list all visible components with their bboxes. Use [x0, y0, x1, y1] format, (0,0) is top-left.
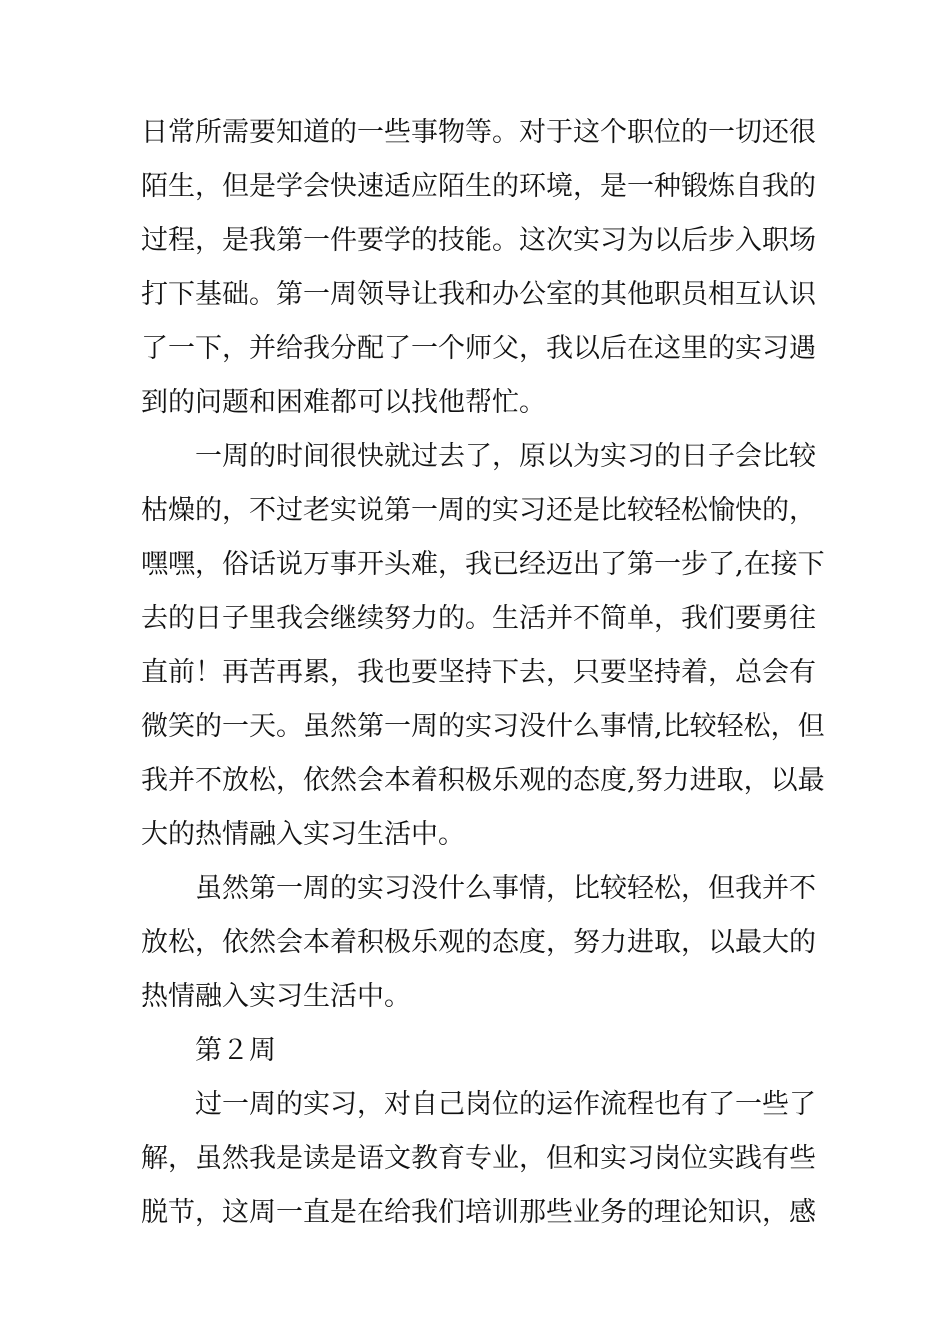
paragraph-start-line: 虽然第一周的实习没什么事情，比较轻松，但我并不: [195, 873, 816, 904]
text-line: 热情融入实习生活中。: [141, 981, 411, 1012]
text-line: 枯燥的，不过老实说第一周的实习还是比较轻松愉快的，: [141, 495, 816, 526]
text-line: 打下基础。第一周领导让我和办公室的其他职员相互认识: [141, 279, 816, 310]
text-line: 了一下，并给我分配了一个师父，我以后在这里的实习遇: [141, 333, 816, 364]
text-line: 大的热情融入实习生活中。: [141, 819, 465, 850]
paragraph-start-line: 过一周的实习，对自己岗位的运作流程也有了一些了: [195, 1089, 816, 1120]
text-line: 微笑的一天。虽然第一周的实习没什么事情,比较轻松，但: [141, 711, 825, 742]
text-line: 直前！再苦再累，我也要坚持下去，只要坚持着，总会有: [141, 657, 816, 688]
text-line: 嘿嘿，俗话说万事开头难，我已经迈出了第一步了,在接下: [141, 549, 825, 580]
week-heading: 第２周: [195, 1035, 276, 1066]
text-line: 脱节，这周一直是在给我们培训那些业务的理论知识，感: [141, 1197, 816, 1228]
text-line: 解，虽然我是读是语文教育专业，但和实习岗位实践有些: [141, 1143, 816, 1174]
paragraph-start-line: 一周的时间很快就过去了，原以为实习的日子会比较: [195, 441, 816, 472]
text-line: 放松，依然会本着积极乐观的态度，努力进取，以最大的: [141, 927, 816, 958]
text-line: 去的日子里我会继续努力的。生活并不简单，我们要勇往: [141, 603, 816, 634]
text-line: 我并不放松，依然会本着积极乐观的态度,努力进取，以最: [141, 765, 825, 796]
text-line: 到的问题和困难都可以找他帮忙。: [141, 387, 546, 418]
text-line: 过程，是我第一件要学的技能。这次实习为以后步入职场: [141, 225, 816, 256]
text-line: 陌生，但是学会快速适应陌生的环境，是一种锻炼自我的: [141, 171, 816, 202]
body-text: [141, 106, 825, 1240]
text-line: 日常所需要知道的一些事物等。对于这个职位的一切还很: [141, 117, 816, 148]
